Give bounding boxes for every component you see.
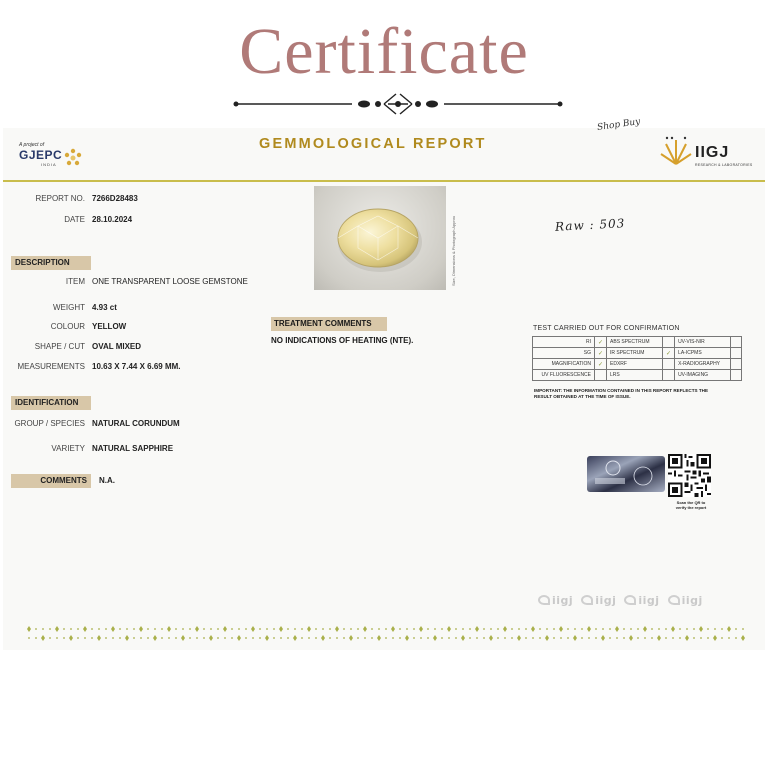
border-dot — [623, 628, 625, 630]
border-dot — [511, 637, 513, 639]
border-dot — [189, 628, 191, 630]
test-name: X-RADIOGRAPHY — [675, 359, 731, 370]
border-dot — [175, 637, 177, 639]
border-dot — [525, 637, 527, 639]
border-dot — [490, 628, 492, 630]
border-dot — [672, 637, 674, 639]
check-icon — [663, 370, 675, 381]
border-dot — [497, 637, 499, 639]
decorative-dot-border — [27, 624, 751, 644]
border-dot — [301, 628, 303, 630]
border-dot — [357, 637, 359, 639]
border-dot — [448, 637, 450, 639]
border-dot — [343, 637, 345, 639]
border-dot — [77, 628, 79, 630]
border-dot — [223, 626, 227, 632]
border-dot — [98, 628, 100, 630]
border-dot — [196, 637, 198, 639]
border-dot — [77, 637, 79, 639]
border-dot — [28, 637, 30, 639]
border-dot — [42, 628, 44, 630]
border-dot — [349, 635, 353, 641]
border-dot — [427, 628, 429, 630]
certificate-banner-title: Certificate — [239, 15, 529, 88]
iigj-watermark-icon — [624, 595, 636, 605]
border-dot — [56, 637, 58, 639]
weight-label: WEIGHT — [53, 303, 85, 312]
border-dot — [182, 628, 184, 630]
item-value: ONE TRANSPARENT LOOSE GEMSTONE — [92, 277, 248, 286]
treatment-comments-heading: TREATMENT COMMENTS — [271, 317, 387, 331]
border-dot — [630, 628, 632, 630]
border-dot — [91, 628, 93, 630]
border-dot — [707, 637, 709, 639]
border-dot — [525, 628, 527, 630]
border-dot — [126, 628, 128, 630]
gjepc-flower-icon — [63, 148, 83, 168]
iigj-logo — [659, 134, 753, 173]
border-dot — [742, 628, 744, 630]
border-dot — [308, 637, 310, 639]
iigj-watermarks — [538, 594, 703, 607]
border-dot — [602, 628, 604, 630]
header-divider — [3, 180, 765, 182]
border-dot — [741, 635, 745, 641]
border-dot — [203, 628, 205, 630]
check-cell — [731, 348, 742, 359]
border-dot — [266, 628, 268, 630]
border-dot — [357, 628, 359, 630]
border-dot — [139, 626, 143, 632]
iigj-sub: RESEARCH & LABORATORIES — [695, 163, 753, 167]
border-dot — [616, 637, 618, 639]
border-dot — [364, 637, 366, 639]
border-dot — [49, 637, 51, 639]
border-dot — [644, 637, 646, 639]
border-dot — [461, 635, 465, 641]
border-dot — [433, 635, 437, 641]
border-dot — [105, 637, 107, 639]
border-dot — [321, 635, 325, 641]
report-no-label: REPORT NO. — [35, 194, 85, 203]
border-dot — [259, 628, 261, 630]
border-dot — [385, 637, 387, 639]
border-dot — [511, 628, 513, 630]
border-dot — [371, 628, 373, 630]
border-dot — [195, 626, 199, 632]
border-dot — [153, 635, 157, 641]
border-dot — [573, 635, 577, 641]
border-dot — [329, 628, 331, 630]
border-dot — [629, 635, 633, 641]
border-dot — [119, 628, 121, 630]
test-name: UV-IMAGING — [675, 370, 731, 381]
border-dot — [531, 626, 535, 632]
tests-table — [532, 336, 742, 381]
border-dot — [553, 637, 555, 639]
border-dot — [167, 626, 171, 632]
border-dot — [441, 637, 443, 639]
border-dot — [280, 637, 282, 639]
border-dot — [658, 628, 660, 630]
border-dot — [237, 635, 241, 641]
border-dot — [294, 628, 296, 630]
border-dot — [503, 626, 507, 632]
border-dot — [301, 637, 303, 639]
border-dot — [336, 637, 338, 639]
border-dot — [693, 628, 695, 630]
border-dot — [587, 626, 591, 632]
border-dot — [609, 628, 611, 630]
border-dot — [399, 637, 401, 639]
border-dot — [84, 637, 86, 639]
border-dot — [539, 637, 541, 639]
border-dot — [545, 635, 549, 641]
date-value: 28.10.2024 — [92, 215, 133, 224]
border-dot — [315, 637, 317, 639]
border-dot — [693, 637, 695, 639]
border-dot — [700, 637, 702, 639]
border-dot — [210, 628, 212, 630]
border-dot — [329, 637, 331, 639]
border-dot — [391, 626, 395, 632]
group-species-value: NATURAL CORUNDUM — [92, 419, 180, 428]
border-dot — [315, 628, 317, 630]
border-dot — [721, 637, 723, 639]
border-dot — [335, 626, 339, 632]
test-name: IR SPECTRUM — [607, 348, 663, 359]
border-dot — [35, 637, 37, 639]
variety-value: NATURAL SAPPHIRE — [92, 444, 174, 453]
gjepc-sub: INDIA — [41, 162, 57, 167]
hologram-seal — [587, 456, 665, 492]
border-dot — [483, 637, 485, 639]
shape-cut-value: OVAL MIXED — [92, 342, 142, 351]
border-dot — [209, 635, 213, 641]
border-dot — [413, 637, 415, 639]
check-icon: ✓ — [595, 348, 607, 359]
border-dot — [699, 626, 703, 632]
check-icon — [663, 337, 675, 348]
border-dot — [161, 637, 163, 639]
border-dot — [665, 628, 667, 630]
gjepc-project-text: A project of — [19, 142, 45, 148]
border-dot — [273, 628, 275, 630]
border-dot — [69, 635, 73, 641]
border-dot — [112, 637, 114, 639]
border-dot — [231, 628, 233, 630]
border-dot — [483, 628, 485, 630]
border-dot — [735, 637, 737, 639]
test-name: SG — [533, 348, 595, 359]
check-cell — [731, 337, 742, 348]
yellow-sapphire-image — [314, 186, 446, 290]
border-dot — [735, 628, 737, 630]
border-dot — [651, 628, 653, 630]
qr-caption: Scan the QR to verify the report — [675, 500, 707, 510]
iigj-watermark: iigj — [581, 594, 616, 607]
border-dot — [489, 635, 493, 641]
border-dot — [504, 637, 506, 639]
check-cell — [731, 370, 742, 381]
border-dot — [385, 628, 387, 630]
border-dot — [161, 628, 163, 630]
border-dot — [181, 635, 185, 641]
border-dot — [97, 635, 101, 641]
gemmological-report-card — [3, 117, 765, 650]
border-dot — [637, 637, 639, 639]
border-dot — [392, 637, 394, 639]
tests-row — [533, 359, 742, 370]
border-dot — [469, 628, 471, 630]
border-dot — [287, 637, 289, 639]
tests-heading: TEST CARRIED OUT FOR CONFIRMATION — [533, 325, 680, 332]
iigj-watermark-icon — [538, 595, 550, 605]
border-dot — [595, 637, 597, 639]
border-dot — [63, 637, 65, 639]
check-icon: ✓ — [595, 359, 607, 370]
border-dot — [420, 637, 422, 639]
border-dot — [721, 628, 723, 630]
border-dot — [643, 626, 647, 632]
border-dot — [63, 628, 65, 630]
border-dot — [251, 626, 255, 632]
border-dot — [231, 637, 233, 639]
border-dot — [154, 628, 156, 630]
test-name: ABS SPECTRUM — [607, 337, 663, 348]
iigj-watermark: iigj — [538, 594, 573, 607]
border-dot — [125, 635, 129, 641]
border-dot — [293, 635, 297, 641]
border-dot — [532, 637, 534, 639]
colour-value: YELLOW — [92, 322, 127, 331]
test-name: UV FLUORESCENCE — [533, 370, 595, 381]
border-dot — [609, 637, 611, 639]
comments-heading: COMMENTS — [11, 474, 91, 488]
comments-value: N.A. — [99, 476, 115, 485]
border-dot — [217, 628, 219, 630]
border-dot — [203, 637, 205, 639]
border-dot — [469, 637, 471, 639]
border-dot — [476, 637, 478, 639]
border-dot — [419, 626, 423, 632]
test-name: LA-ICPMS — [675, 348, 731, 359]
border-dot — [427, 637, 429, 639]
border-dot — [405, 635, 409, 641]
test-name: EDXRF — [607, 359, 663, 370]
border-dot — [378, 628, 380, 630]
report-heading: GEMMOLOGICAL REPORT — [259, 136, 487, 152]
border-dot — [83, 626, 87, 632]
border-dot — [615, 626, 619, 632]
border-dot — [462, 628, 464, 630]
border-dot — [497, 628, 499, 630]
check-icon — [663, 359, 675, 370]
ornament-divider — [232, 90, 564, 118]
colour-label: COLOUR — [50, 322, 85, 331]
border-dot — [595, 628, 597, 630]
iigj-watermark: iigj — [624, 594, 659, 607]
border-dot — [651, 637, 653, 639]
iigj-watermark: iigj — [668, 594, 703, 607]
border-dot — [567, 637, 569, 639]
border-dot — [581, 628, 583, 630]
measurements-value: 10.63 X 7.44 X 6.69 MM. — [92, 362, 181, 371]
border-dot — [70, 628, 72, 630]
check-icon: ✓ — [663, 348, 675, 359]
description-heading: DESCRIPTION — [11, 256, 91, 270]
border-dot — [727, 626, 731, 632]
border-dot — [371, 637, 373, 639]
border-dot — [119, 637, 121, 639]
border-dot — [217, 637, 219, 639]
border-dot — [567, 628, 569, 630]
border-dot — [707, 628, 709, 630]
tests-row — [533, 348, 742, 359]
border-dot — [350, 628, 352, 630]
border-dot — [455, 637, 457, 639]
border-dot — [259, 637, 261, 639]
border-dot — [574, 628, 576, 630]
border-dot — [671, 626, 675, 632]
border-dot — [399, 628, 401, 630]
border-dot — [245, 628, 247, 630]
group-species-label: GROUP / SPECIES — [14, 419, 85, 428]
border-dot — [343, 628, 345, 630]
iigj-name: IIGJ — [695, 144, 730, 161]
border-dot — [581, 637, 583, 639]
border-dot — [413, 628, 415, 630]
variety-label: VARIETY — [51, 444, 85, 453]
border-dot — [322, 628, 324, 630]
border-dot — [546, 628, 548, 630]
border-dot — [539, 628, 541, 630]
border-dot — [287, 628, 289, 630]
border-dot — [238, 628, 240, 630]
border-dot — [245, 637, 247, 639]
border-dot — [447, 626, 451, 632]
border-dot — [553, 628, 555, 630]
border-dot — [714, 628, 716, 630]
border-dot — [560, 637, 562, 639]
border-dot — [363, 626, 367, 632]
check-cell — [731, 359, 742, 370]
border-dot — [273, 637, 275, 639]
border-dot — [685, 635, 689, 641]
border-dot — [455, 628, 457, 630]
border-dot — [105, 628, 107, 630]
border-dot — [559, 626, 563, 632]
gjepc-name: GJEPC — [19, 148, 63, 162]
border-dot — [377, 635, 381, 641]
iigj-watermark-icon — [581, 595, 593, 605]
border-dot — [252, 637, 254, 639]
border-dot — [679, 637, 681, 639]
border-dot — [55, 626, 59, 632]
border-dot — [434, 628, 436, 630]
test-name: MAGNIFICATION — [533, 359, 595, 370]
weight-value: 4.93 ct — [92, 303, 117, 312]
border-dot — [686, 628, 688, 630]
qr-code — [668, 454, 711, 497]
border-dot — [111, 626, 115, 632]
identification-heading: IDENTIFICATION — [11, 396, 91, 410]
test-name: LRS — [607, 370, 663, 381]
handwritten-raw-note: Raw : 503 — [554, 216, 626, 234]
border-dot — [133, 628, 135, 630]
border-dot — [147, 628, 149, 630]
important-note: IMPORTANT: THE INFORMATION CONTAINED IN THIS REPORT REFLECTS THE RESULT OBTAINED AT THE TIME OF ISSUE. — [534, 388, 709, 399]
border-dot — [518, 628, 520, 630]
border-dot — [189, 637, 191, 639]
border-dot — [49, 628, 51, 630]
measurements-label: MEASUREMENTS — [17, 362, 85, 371]
border-dot — [91, 637, 93, 639]
gjepc-logo — [19, 142, 62, 167]
border-dot — [679, 628, 681, 630]
photo-caption: Size, Dimensions & Photograph Approx — [451, 215, 456, 286]
border-dot — [147, 637, 149, 639]
check-icon — [595, 370, 607, 381]
date-label: DATE — [64, 215, 85, 224]
border-dot — [168, 637, 170, 639]
border-dot — [265, 635, 269, 641]
border-dot — [41, 635, 45, 641]
border-dot — [140, 637, 142, 639]
item-label: ITEM — [65, 277, 85, 286]
test-name: UV-VIS-NIR — [675, 337, 731, 348]
border-dot — [441, 628, 443, 630]
report-no-value: 7266D28483 — [92, 194, 138, 203]
handwritten-note: Shop Buy — [596, 117, 641, 133]
border-dot — [601, 635, 605, 641]
border-dot — [588, 637, 590, 639]
border-dot — [27, 626, 31, 632]
test-name: RI — [533, 337, 595, 348]
treatment-comments-value: NO INDICATIONS OF HEATING (NTE). — [271, 336, 414, 345]
border-dot — [406, 628, 408, 630]
border-dot — [35, 628, 37, 630]
tests-row — [533, 370, 742, 381]
gemstone-photo — [314, 186, 446, 290]
border-dot — [475, 626, 479, 632]
check-icon: ✓ — [595, 337, 607, 348]
border-dot — [224, 637, 226, 639]
border-dot — [713, 635, 717, 641]
border-dot — [637, 628, 639, 630]
border-dot — [133, 637, 135, 639]
border-dot — [517, 635, 521, 641]
border-dot — [175, 628, 177, 630]
border-dot — [657, 635, 661, 641]
border-dot — [665, 637, 667, 639]
iigj-star-icon — [659, 134, 693, 168]
shape-cut-label: SHAPE / CUT — [34, 342, 85, 351]
border-dot — [279, 626, 283, 632]
border-dot — [623, 637, 625, 639]
border-dot — [728, 637, 730, 639]
border-dot — [307, 626, 311, 632]
tests-row — [533, 337, 742, 348]
iigj-watermark-icon — [668, 595, 680, 605]
